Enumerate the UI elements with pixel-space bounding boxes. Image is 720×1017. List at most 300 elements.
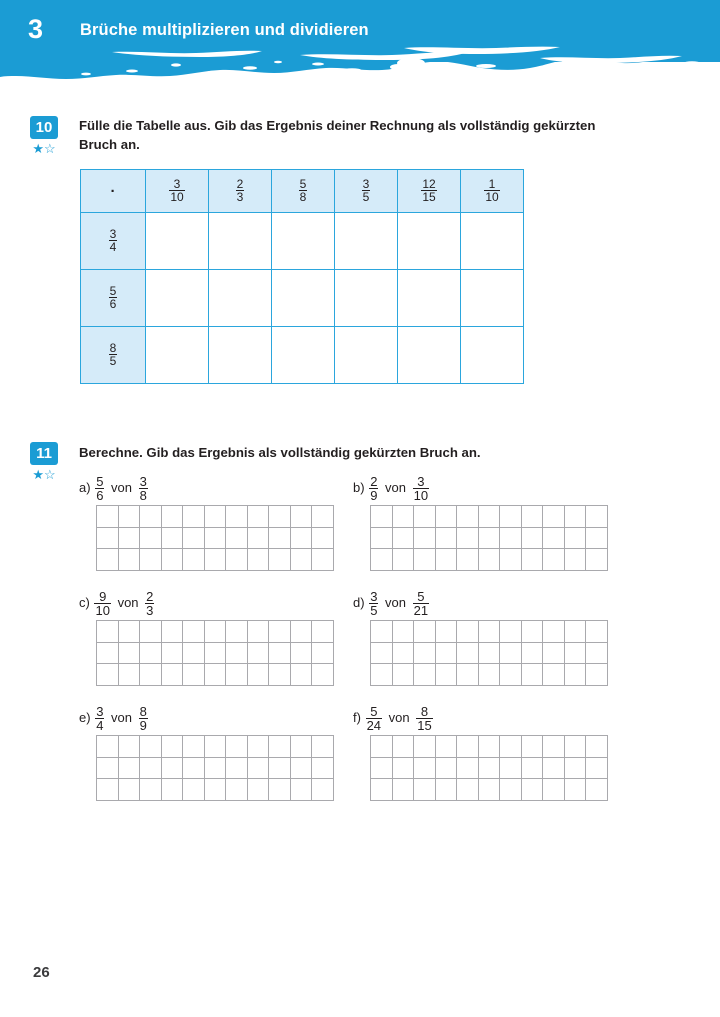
table-answer-cell[interactable] — [335, 213, 398, 270]
answer-cell[interactable] — [97, 757, 119, 779]
fraction: $\frac{3}{10}$ — [413, 473, 429, 503]
answer-cell[interactable] — [435, 779, 457, 801]
task-10-difficulty-stars: ★☆ — [32, 141, 56, 156]
answer-cell[interactable] — [521, 736, 543, 758]
answer-cell[interactable] — [183, 527, 205, 549]
chapter-number: 3 — [28, 14, 44, 44]
answer-cell[interactable] — [140, 757, 162, 779]
answer-cell[interactable] — [564, 736, 586, 758]
answer-grid-d[interactable] — [370, 620, 608, 686]
answer-cell[interactable] — [140, 621, 162, 643]
answer-cell[interactable] — [521, 527, 543, 549]
answer-cell[interactable] — [543, 506, 565, 528]
answer-cell[interactable] — [118, 664, 140, 686]
chapter-title: Brüche multiplizieren und dividieren — [80, 21, 369, 39]
answer-cell[interactable] — [543, 642, 565, 664]
answer-grid-row — [371, 642, 608, 664]
answer-cell[interactable] — [457, 527, 479, 549]
answer-cell[interactable] — [183, 757, 205, 779]
fraction: $\frac{5}{24}$ — [366, 703, 382, 733]
answer-cell[interactable] — [312, 642, 334, 664]
answer-cell[interactable] — [500, 506, 522, 528]
answer-cell[interactable] — [586, 779, 608, 801]
answer-cell[interactable] — [392, 549, 414, 571]
answer-cell[interactable] — [543, 779, 565, 801]
answer-cell[interactable] — [183, 736, 205, 758]
item-letter: c) — [79, 595, 90, 611]
table-answer-cell[interactable] — [146, 327, 209, 384]
task-11-item-f — [353, 705, 434, 733]
answer-cell[interactable] — [457, 621, 479, 643]
answer-cell[interactable] — [247, 736, 269, 758]
answer-cell[interactable] — [312, 779, 334, 801]
answer-cell[interactable] — [586, 642, 608, 664]
answer-cell[interactable] — [204, 506, 226, 528]
answer-cell[interactable] — [161, 621, 183, 643]
connector-von: von — [385, 595, 407, 611]
table-header-row — [81, 170, 524, 213]
answer-cell[interactable] — [183, 642, 205, 664]
answer-grid-row — [371, 506, 608, 528]
answer-cell[interactable] — [543, 527, 565, 549]
answer-cell[interactable] — [500, 549, 522, 571]
answer-cell[interactable] — [564, 527, 586, 549]
answer-cell[interactable] — [204, 664, 226, 686]
answer-cell[interactable] — [161, 506, 183, 528]
answer-grid-e[interactable] — [96, 735, 334, 801]
answer-cell[interactable] — [457, 779, 479, 801]
answer-cell[interactable] — [290, 621, 312, 643]
header-brush-stroke-edge — [0, 46, 720, 92]
answer-cell[interactable] — [478, 527, 500, 549]
answer-cell[interactable] — [247, 664, 269, 686]
answer-cell[interactable] — [97, 664, 119, 686]
answer-cell[interactable] — [140, 506, 162, 528]
table-column-header — [272, 170, 335, 213]
answer-cell[interactable] — [478, 506, 500, 528]
answer-grid-row — [371, 527, 608, 549]
answer-cell[interactable] — [457, 736, 479, 758]
table-answer-cell[interactable] — [272, 327, 335, 384]
answer-cell[interactable] — [204, 757, 226, 779]
answer-grid-c[interactable] — [96, 620, 334, 686]
answer-cell[interactable] — [269, 506, 291, 528]
answer-cell[interactable] — [478, 779, 500, 801]
item-letter: b) — [353, 480, 365, 496]
answer-cell[interactable] — [97, 736, 119, 758]
fraction: $\frac{3}{8}$ — [139, 473, 147, 503]
table-answer-cell[interactable] — [398, 327, 461, 384]
answer-cell[interactable] — [97, 549, 119, 571]
table-row — [81, 270, 524, 327]
answer-cell[interactable] — [392, 736, 414, 758]
answer-cell[interactable] — [161, 527, 183, 549]
table-answer-cell[interactable] — [461, 213, 524, 270]
answer-grid-row — [97, 506, 334, 528]
answer-cell[interactable] — [564, 757, 586, 779]
answer-cell[interactable] — [586, 549, 608, 571]
answer-cell[interactable] — [457, 506, 479, 528]
connector-von: von — [111, 710, 133, 726]
answer-cell[interactable] — [290, 779, 312, 801]
fraction: $\frac{3}{5}$ — [362, 176, 370, 204]
task-11-item-a — [79, 475, 149, 503]
answer-cell[interactable] — [457, 642, 479, 664]
answer-cell[interactable] — [226, 621, 248, 643]
answer-cell[interactable] — [290, 736, 312, 758]
answer-cell[interactable] — [118, 779, 140, 801]
answer-cell[interactable] — [161, 642, 183, 664]
answer-grid-row — [371, 757, 608, 779]
answer-cell[interactable] — [118, 736, 140, 758]
answer-cell[interactable] — [392, 527, 414, 549]
answer-cell[interactable] — [435, 757, 457, 779]
answer-cell[interactable] — [118, 506, 140, 528]
answer-cell[interactable] — [457, 549, 479, 571]
answer-cell[interactable] — [161, 736, 183, 758]
answer-cell[interactable] — [269, 642, 291, 664]
table-column-header — [335, 170, 398, 213]
answer-cell[interactable] — [204, 736, 226, 758]
answer-cell[interactable] — [500, 621, 522, 643]
multiplication-dot: · — [110, 182, 116, 200]
fraction: $\frac{5}{8}$ — [299, 176, 307, 204]
answer-cell[interactable] — [564, 549, 586, 571]
answer-cell[interactable] — [500, 779, 522, 801]
answer-cell[interactable] — [161, 779, 183, 801]
answer-cell[interactable] — [97, 779, 119, 801]
answer-cell[interactable] — [371, 757, 393, 779]
fraction: $\frac{8}{5}$ — [109, 340, 117, 368]
answer-cell[interactable] — [247, 549, 269, 571]
answer-cell[interactable] — [269, 757, 291, 779]
answer-cell[interactable] — [414, 527, 436, 549]
answer-cell[interactable] — [586, 664, 608, 686]
answer-cell[interactable] — [435, 549, 457, 571]
answer-cell[interactable] — [478, 549, 500, 571]
answer-cell[interactable] — [392, 621, 414, 643]
answer-cell[interactable] — [478, 642, 500, 664]
fraction: $\frac{2}{9}$ — [370, 473, 378, 503]
answer-cell[interactable] — [290, 527, 312, 549]
answer-cell[interactable] — [290, 757, 312, 779]
fraction: $\frac{12}{15}$ — [422, 176, 436, 204]
answer-cell[interactable] — [543, 664, 565, 686]
answer-cell[interactable] — [478, 664, 500, 686]
answer-cell[interactable] — [269, 549, 291, 571]
answer-cell[interactable] — [500, 757, 522, 779]
answer-cell[interactable] — [247, 506, 269, 528]
table-column-header — [146, 170, 209, 213]
table-column-header — [398, 170, 461, 213]
answer-cell[interactable] — [586, 506, 608, 528]
answer-cell[interactable] — [543, 757, 565, 779]
fraction: $\frac{8}{9}$ — [139, 703, 147, 733]
task-11-number-badge: 11 — [30, 442, 58, 465]
answer-cell[interactable] — [161, 757, 183, 779]
answer-cell[interactable] — [312, 621, 334, 643]
answer-cell[interactable] — [371, 779, 393, 801]
fraction: $\frac{3}{5}$ — [370, 588, 378, 618]
page-number: 26 — [33, 964, 50, 981]
answer-cell[interactable] — [543, 736, 565, 758]
answer-cell[interactable] — [521, 549, 543, 571]
answer-cell[interactable] — [392, 664, 414, 686]
fraction: $\frac{3}{4}$ — [96, 703, 104, 733]
answer-cell[interactable] — [118, 621, 140, 643]
table-answer-cell[interactable] — [209, 270, 272, 327]
answer-cell[interactable] — [140, 736, 162, 758]
table-answer-cell[interactable] — [335, 327, 398, 384]
answer-cell[interactable] — [247, 527, 269, 549]
answer-cell[interactable] — [183, 664, 205, 686]
answer-grid-row — [97, 664, 334, 686]
answer-cell[interactable] — [183, 549, 205, 571]
answer-cell[interactable] — [247, 621, 269, 643]
answer-grid-row — [97, 736, 334, 758]
answer-grid-row — [97, 779, 334, 801]
answer-cell[interactable] — [118, 642, 140, 664]
table-answer-cell[interactable] — [272, 213, 335, 270]
answer-cell[interactable] — [392, 506, 414, 528]
answer-cell[interactable] — [140, 642, 162, 664]
answer-grid-row — [371, 664, 608, 686]
answer-cell[interactable] — [371, 621, 393, 643]
answer-grid-row — [97, 621, 334, 643]
answer-cell[interactable] — [543, 621, 565, 643]
task-11-difficulty-stars: ★☆ — [32, 467, 56, 482]
answer-cell[interactable] — [97, 642, 119, 664]
answer-cell[interactable] — [97, 527, 119, 549]
answer-cell[interactable] — [161, 549, 183, 571]
answer-cell[interactable] — [586, 757, 608, 779]
answer-cell[interactable] — [478, 736, 500, 758]
task-10-multiplication-table — [80, 169, 524, 384]
answer-cell[interactable] — [543, 549, 565, 571]
answer-cell[interactable] — [392, 642, 414, 664]
answer-cell[interactable] — [435, 527, 457, 549]
answer-cell[interactable] — [290, 642, 312, 664]
answer-cell[interactable] — [414, 757, 436, 779]
answer-cell[interactable] — [392, 779, 414, 801]
answer-cell[interactable] — [161, 664, 183, 686]
answer-cell[interactable] — [564, 621, 586, 643]
answer-cell[interactable] — [269, 527, 291, 549]
answer-cell[interactable] — [183, 621, 205, 643]
answer-grid-b[interactable] — [370, 505, 608, 571]
answer-cell[interactable] — [371, 664, 393, 686]
answer-cell[interactable] — [312, 757, 334, 779]
answer-cell[interactable] — [371, 527, 393, 549]
answer-cell[interactable] — [247, 779, 269, 801]
answer-cell[interactable] — [564, 779, 586, 801]
answer-cell[interactable] — [226, 549, 248, 571]
answer-cell[interactable] — [564, 664, 586, 686]
table-row — [81, 213, 524, 270]
answer-cell[interactable] — [521, 621, 543, 643]
answer-cell[interactable] — [521, 757, 543, 779]
answer-cell[interactable] — [118, 549, 140, 571]
answer-cell[interactable] — [269, 664, 291, 686]
table-answer-cell[interactable] — [209, 213, 272, 270]
task-11-item-d — [353, 590, 430, 618]
answer-cell[interactable] — [226, 664, 248, 686]
answer-cell[interactable] — [564, 642, 586, 664]
fraction: $\frac{5}{6}$ — [109, 283, 117, 311]
item-letter: d) — [353, 595, 365, 611]
answer-grid-row — [97, 642, 334, 664]
answer-cell[interactable] — [414, 549, 436, 571]
answer-cell[interactable] — [457, 664, 479, 686]
answer-cell[interactable] — [290, 506, 312, 528]
answer-cell[interactable] — [435, 506, 457, 528]
table-column-header — [461, 170, 524, 213]
table-answer-cell[interactable] — [335, 270, 398, 327]
answer-cell[interactable] — [312, 549, 334, 571]
fraction: $\frac{1}{10}$ — [485, 176, 499, 204]
answer-cell[interactable] — [414, 779, 436, 801]
answer-cell[interactable] — [414, 736, 436, 758]
task-10-instruction: Fülle die Tabelle aus. Gib das Ergebnis deiner Rechnung als vollständig gekürzten Bruch an. — [79, 118, 596, 152]
answer-grid-row — [371, 736, 608, 758]
item-letter: e) — [79, 710, 91, 726]
answer-cell[interactable] — [226, 642, 248, 664]
answer-cell[interactable] — [586, 736, 608, 758]
answer-cell[interactable] — [435, 642, 457, 664]
answer-cell[interactable] — [414, 506, 436, 528]
item-letter: a) — [79, 480, 91, 496]
task-11-instruction: Berechne. Gib das Ergebnis als vollständig gekürzten Bruch an. — [79, 445, 481, 460]
answer-grid-a[interactable] — [96, 505, 334, 571]
answer-cell[interactable] — [290, 664, 312, 686]
answer-cell[interactable] — [204, 642, 226, 664]
answer-cell[interactable] — [97, 621, 119, 643]
table-answer-cell[interactable] — [146, 213, 209, 270]
task-11-item-c — [79, 590, 155, 618]
answer-cell[interactable] — [586, 527, 608, 549]
answer-cell[interactable] — [371, 736, 393, 758]
answer-cell[interactable] — [97, 506, 119, 528]
table-answer-cell[interactable] — [461, 270, 524, 327]
answer-cell[interactable] — [312, 527, 334, 549]
answer-cell[interactable] — [204, 549, 226, 571]
answer-cell[interactable] — [521, 506, 543, 528]
answer-cell[interactable] — [118, 757, 140, 779]
fraction: $\frac{3}{4}$ — [109, 226, 117, 254]
item-letter: f) — [353, 710, 361, 726]
answer-cell[interactable] — [247, 642, 269, 664]
answer-cell[interactable] — [204, 527, 226, 549]
answer-cell[interactable] — [183, 506, 205, 528]
answer-cell[interactable] — [371, 549, 393, 571]
answer-cell[interactable] — [435, 621, 457, 643]
fraction: $\frac{5}{21}$ — [413, 588, 429, 618]
fraction: $\frac{9}{10}$ — [95, 588, 110, 618]
fraction: $\frac{3}{10}$ — [170, 176, 184, 204]
answer-cell[interactable] — [500, 642, 522, 664]
answer-cell[interactable] — [204, 779, 226, 801]
table-row-header — [81, 327, 146, 384]
answer-cell[interactable] — [118, 527, 140, 549]
answer-cell[interactable] — [500, 527, 522, 549]
connector-von: von — [111, 480, 133, 496]
answer-grid-row — [371, 779, 608, 801]
table-answer-cell[interactable] — [209, 327, 272, 384]
page-header — [0, 0, 720, 96]
answer-cell[interactable] — [226, 527, 248, 549]
answer-cell[interactable] — [478, 757, 500, 779]
connector-von: von — [388, 710, 410, 726]
answer-cell[interactable] — [521, 642, 543, 664]
answer-cell[interactable] — [521, 664, 543, 686]
answer-cell[interactable] — [414, 621, 436, 643]
answer-grid-row — [371, 549, 608, 571]
answer-cell[interactable] — [204, 621, 226, 643]
answer-cell[interactable] — [435, 664, 457, 686]
answer-cell[interactable] — [414, 642, 436, 664]
answer-cell[interactable] — [312, 736, 334, 758]
answer-cell[interactable] — [269, 621, 291, 643]
answer-cell[interactable] — [226, 736, 248, 758]
table-answer-cell[interactable] — [272, 270, 335, 327]
task-11-item-e — [79, 705, 149, 733]
table-column-header — [209, 170, 272, 213]
answer-cell[interactable] — [226, 757, 248, 779]
table-answer-cell[interactable] — [398, 213, 461, 270]
answer-cell[interactable] — [586, 621, 608, 643]
answer-cell[interactable] — [140, 664, 162, 686]
task-10-number-badge: 10 — [30, 116, 58, 139]
answer-cell[interactable] — [564, 506, 586, 528]
answer-cell[interactable] — [226, 506, 248, 528]
answer-cell[interactable] — [226, 779, 248, 801]
answer-cell[interactable] — [414, 664, 436, 686]
answer-cell[interactable] — [500, 664, 522, 686]
answer-cell[interactable] — [521, 779, 543, 801]
answer-cell[interactable] — [435, 736, 457, 758]
answer-cell[interactable] — [478, 621, 500, 643]
fraction: $\frac{8}{15}$ — [417, 703, 432, 733]
answer-cell[interactable] — [371, 506, 393, 528]
answer-cell[interactable] — [269, 779, 291, 801]
answer-cell[interactable] — [312, 664, 334, 686]
answer-cell[interactable] — [392, 757, 414, 779]
answer-cell[interactable] — [140, 549, 162, 571]
answer-grid-row — [97, 527, 334, 549]
answer-cell[interactable] — [140, 779, 162, 801]
answer-grid-row — [371, 621, 608, 643]
answer-cell[interactable] — [371, 642, 393, 664]
fraction: $\frac{2}{3}$ — [146, 588, 154, 618]
answer-grid-f[interactable] — [370, 735, 608, 801]
answer-cell[interactable] — [269, 736, 291, 758]
connector-von: von — [117, 595, 139, 611]
fraction: $\frac{2}{3}$ — [236, 176, 244, 204]
table-answer-cell[interactable] — [398, 270, 461, 327]
table-answer-cell[interactable] — [461, 327, 524, 384]
answer-cell[interactable] — [183, 779, 205, 801]
answer-cell[interactable] — [290, 549, 312, 571]
answer-grid-row — [97, 549, 334, 571]
connector-von: von — [385, 480, 407, 496]
table-row — [81, 327, 524, 384]
answer-cell[interactable] — [140, 527, 162, 549]
answer-cell[interactable] — [312, 506, 334, 528]
answer-cell[interactable] — [457, 757, 479, 779]
table-answer-cell[interactable] — [146, 270, 209, 327]
answer-cell[interactable] — [500, 736, 522, 758]
answer-cell[interactable] — [247, 757, 269, 779]
